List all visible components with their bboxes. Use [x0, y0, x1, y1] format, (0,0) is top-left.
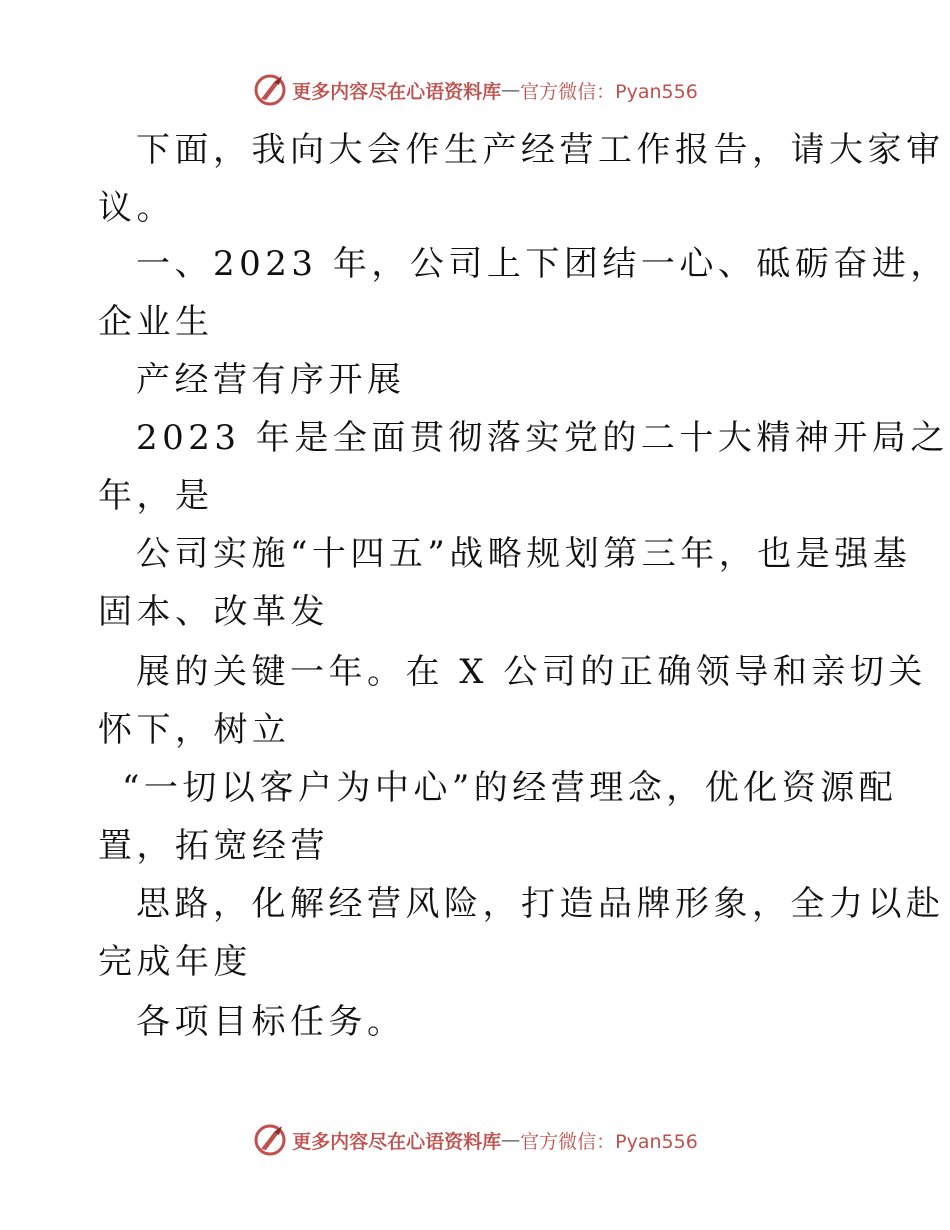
body-line: 思路，化解经营风险，打造品牌形象，全力以赴 — [136, 884, 945, 924]
watermark-separator: — — [501, 1129, 521, 1151]
body-line: 公司实施“十四五”战略规划第三年，也是强基 — [136, 534, 912, 574]
body-line: 议。 — [98, 188, 175, 228]
body-line: 企业生 — [98, 302, 214, 342]
body-line: 一、2023 年，公司上下团结一心、砥砺奋进， — [136, 244, 949, 284]
body-line: 展的关键一年。在 X 公司的正确领导和亲切关 — [136, 652, 927, 692]
watermark-brand: 更多内容尽在心语资料库 — [292, 80, 502, 103]
watermark-separator: — — [501, 79, 521, 101]
body-line: 置，拓宽经营 — [98, 826, 329, 866]
body-line: 2023 年是全面贯彻落实党的二十大精神开局之 — [136, 418, 949, 458]
body-line: 完成年度 — [98, 942, 252, 982]
quill-logo-icon — [252, 1122, 288, 1158]
footer-watermark — [0, 1120, 950, 1160]
body-line: 固本、改革发 — [98, 592, 329, 632]
quill-logo-icon — [252, 72, 288, 108]
body-line: 各项目标任务。 — [136, 1002, 406, 1042]
body-line: 下面，我向大会作生产经营工作报告，请大家审 — [136, 130, 945, 170]
body-line: 怀下，树立 — [98, 710, 291, 750]
body-line: “一切以客户为中心”的经营理念，优化资源配 — [122, 768, 898, 808]
body-line: 产经营有序开展 — [136, 360, 406, 400]
watermark-wechat: 官方微信：Pyan556 — [520, 80, 698, 103]
body-line: 年，是 — [98, 476, 214, 516]
watermark-brand: 更多内容尽在心语资料库 — [292, 1130, 502, 1153]
header-watermark — [0, 70, 950, 110]
watermark-wechat: 官方微信：Pyan556 — [520, 1130, 698, 1153]
